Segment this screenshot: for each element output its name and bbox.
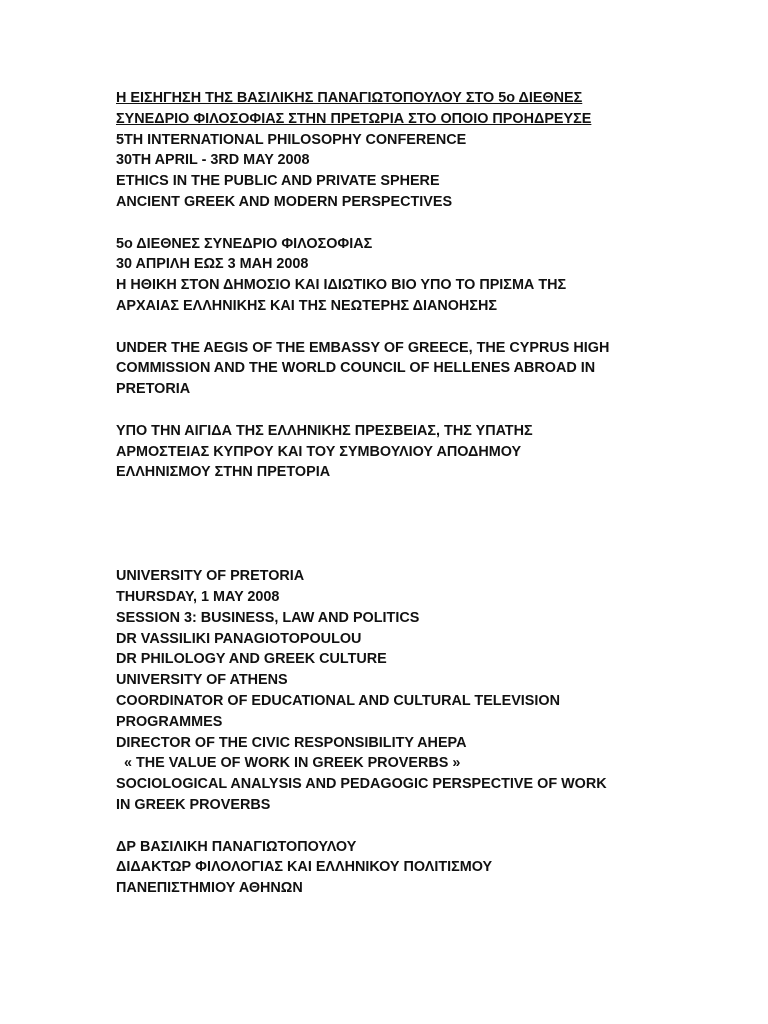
session-title: SESSION 3: BUSINESS, LAW AND POLITICS — [116, 609, 420, 626]
author-university-gr: ΠΑΝΕΠΙΣΤΗΜΙΟΥ ΑΘΗΝΩΝ — [116, 880, 303, 897]
speaker-role-1-cont: PROGRAMMES — [116, 713, 223, 730]
talk-subtitle-cont: IN GREEK PROVERBS — [116, 796, 271, 813]
spacer — [116, 400, 676, 421]
conference-dates-en: 30TH APRIL - 3RD MAY 2008 — [116, 152, 310, 169]
aegis-gr-line-1: ΥΠΟ ΤΗΝ ΑΙΓΙΔΑ ΤΗΣ ΕΛΛΗΝΙΚΗΣ ΠΡΕΣΒΕΙΑΣ, ΤΗΣ ΥΠΑΤΗΣ — [116, 422, 533, 439]
spacer — [116, 317, 676, 338]
author-name-gr: ΔΡ ΒΑΣΙΛΙΚΗ ΠΑΝΑΓΙΩΤΟΠΟΥΛΟΥ — [116, 838, 357, 855]
conference-theme-en: ETHICS IN THE PUBLIC AND PRIVATE SPHERE — [116, 173, 440, 190]
conference-title-en: 5TH INTERNATIONAL PHILOSOPHY CONFERENCE — [116, 131, 467, 148]
aegis-gr-line-2: ΑΡΜΟΣΤΕΙΑΣ ΚΥΠΡΟΥ ΚΑΙ ΤΟΥ ΣΥΜΒΟΥΛΙΟΥ ΑΠΟΔΗΜΟΥ — [116, 443, 522, 460]
spacer — [116, 483, 676, 566]
conference-theme-gr: Η ΗΘΙΚΗ ΣΤΟΝ ΔΗΜΟΣΙΟ ΚΑΙ ΙΔΙΩΤΙΚΟ ΒΙΟ ΥΠΟ ΤΟ ΠΡΙΣΜΑ ΤΗΣ — [116, 277, 567, 294]
spacer — [116, 213, 676, 234]
session-info-english — [116, 566, 676, 816]
document-heading — [116, 88, 676, 130]
conference-dates-gr: 30 ΑΠΡΙΛΗ ΕΩΣ 3 ΜΑΗ 2008 — [116, 256, 309, 273]
heading-line-1: Η ΕΙΣΗΓΗΣΗ ΤΗΣ ΒΑΣΙΛΙΚΗΣ ΠΑΝΑΓΙΩΤΟΠΟΥΛΟΥ ΣΤΟ 5ο ΔΙΕΘΝΕΣ — [116, 90, 583, 106]
document-body — [116, 88, 676, 899]
conference-info-greek — [116, 234, 676, 317]
speaker-role-2: DIRECTOR OF THE CIVIC RESPONSIBILITY AHEPA — [116, 734, 467, 751]
author-info-greek — [116, 837, 676, 899]
aegis-gr-line-3: ΕΛΛΗΝΙΣΜΟΥ ΣΤΗΝ ΠΡΕΤΟΡΙΑ — [116, 464, 331, 481]
author-degree-gr: ΔΙΔΑΚΤΩΡ ΦΙΛΟΛΟΓΙΑΣ ΚΑΙ ΕΛΛΗΝΙΚΟΥ ΠΟΛΙΤΙΣΜΟΥ — [116, 859, 493, 876]
session-date: THURSDAY, 1 MAY 2008 — [116, 588, 280, 605]
speaker-university: UNIVERSITY OF ATHENS — [116, 672, 288, 689]
speaker-degree: DR PHILOLOGY AND GREEK CULTURE — [116, 651, 387, 668]
speaker-role-1: COORDINATOR OF EDUCATIONAL AND CULTURAL TELEVISION — [116, 692, 560, 709]
aegis-greek — [116, 421, 676, 483]
aegis-en-line-1: UNDER THE AEGIS OF THE EMBASSY OF GREECE, THE CYPRUS HIGH — [116, 339, 610, 356]
talk-subtitle: SOCIOLOGICAL ANALYSIS AND PEDAGOGIC PERSPECTIVE OF WORK — [116, 776, 607, 793]
aegis-en-line-2: COMMISSION AND THE WORLD COUNCIL OF HELLENES ABROAD IN — [116, 360, 596, 377]
university-name: UNIVERSITY OF PRETORIA — [116, 568, 305, 585]
speaker-name: DR VASSILIKI PANAGIOTOPOULOU — [116, 630, 362, 647]
spacer — [116, 816, 676, 837]
aegis-english — [116, 338, 676, 400]
conference-subtheme-gr: ΑΡΧΑΙΑΣ ΕΛΛΗΝΙΚΗΣ ΚΑΙ ΤΗΣ ΝΕΩΤΕΡΗΣ ΔΙΑΝΟΗΣΗΣ — [116, 297, 497, 314]
heading-line-2: ΣΥΝΕΔΡΙΟ ΦΙΛΟΣΟΦΙΑΣ ΣΤΗΝ ΠΡΕΤΩΡΙΑ ΣΤΟ ΟΠΟΙΟ ΠΡΟΗΔΡΕΥΣΕ — [116, 110, 592, 127]
talk-title: « THE VALUE OF WORK IN GREEK PROVERBS » — [116, 755, 461, 772]
conference-title-gr: 5ο ΔΙΕΘΝΕΣ ΣΥΝΕΔΡΙΟ ΦΙΛΟΣΟΦΙΑΣ — [116, 235, 373, 252]
conference-subtheme-en: ANCIENT GREEK AND MODERN PERSPECTIVES — [116, 193, 453, 210]
conference-info-english — [116, 130, 676, 213]
aegis-en-line-3: PRETORIA — [116, 381, 191, 398]
